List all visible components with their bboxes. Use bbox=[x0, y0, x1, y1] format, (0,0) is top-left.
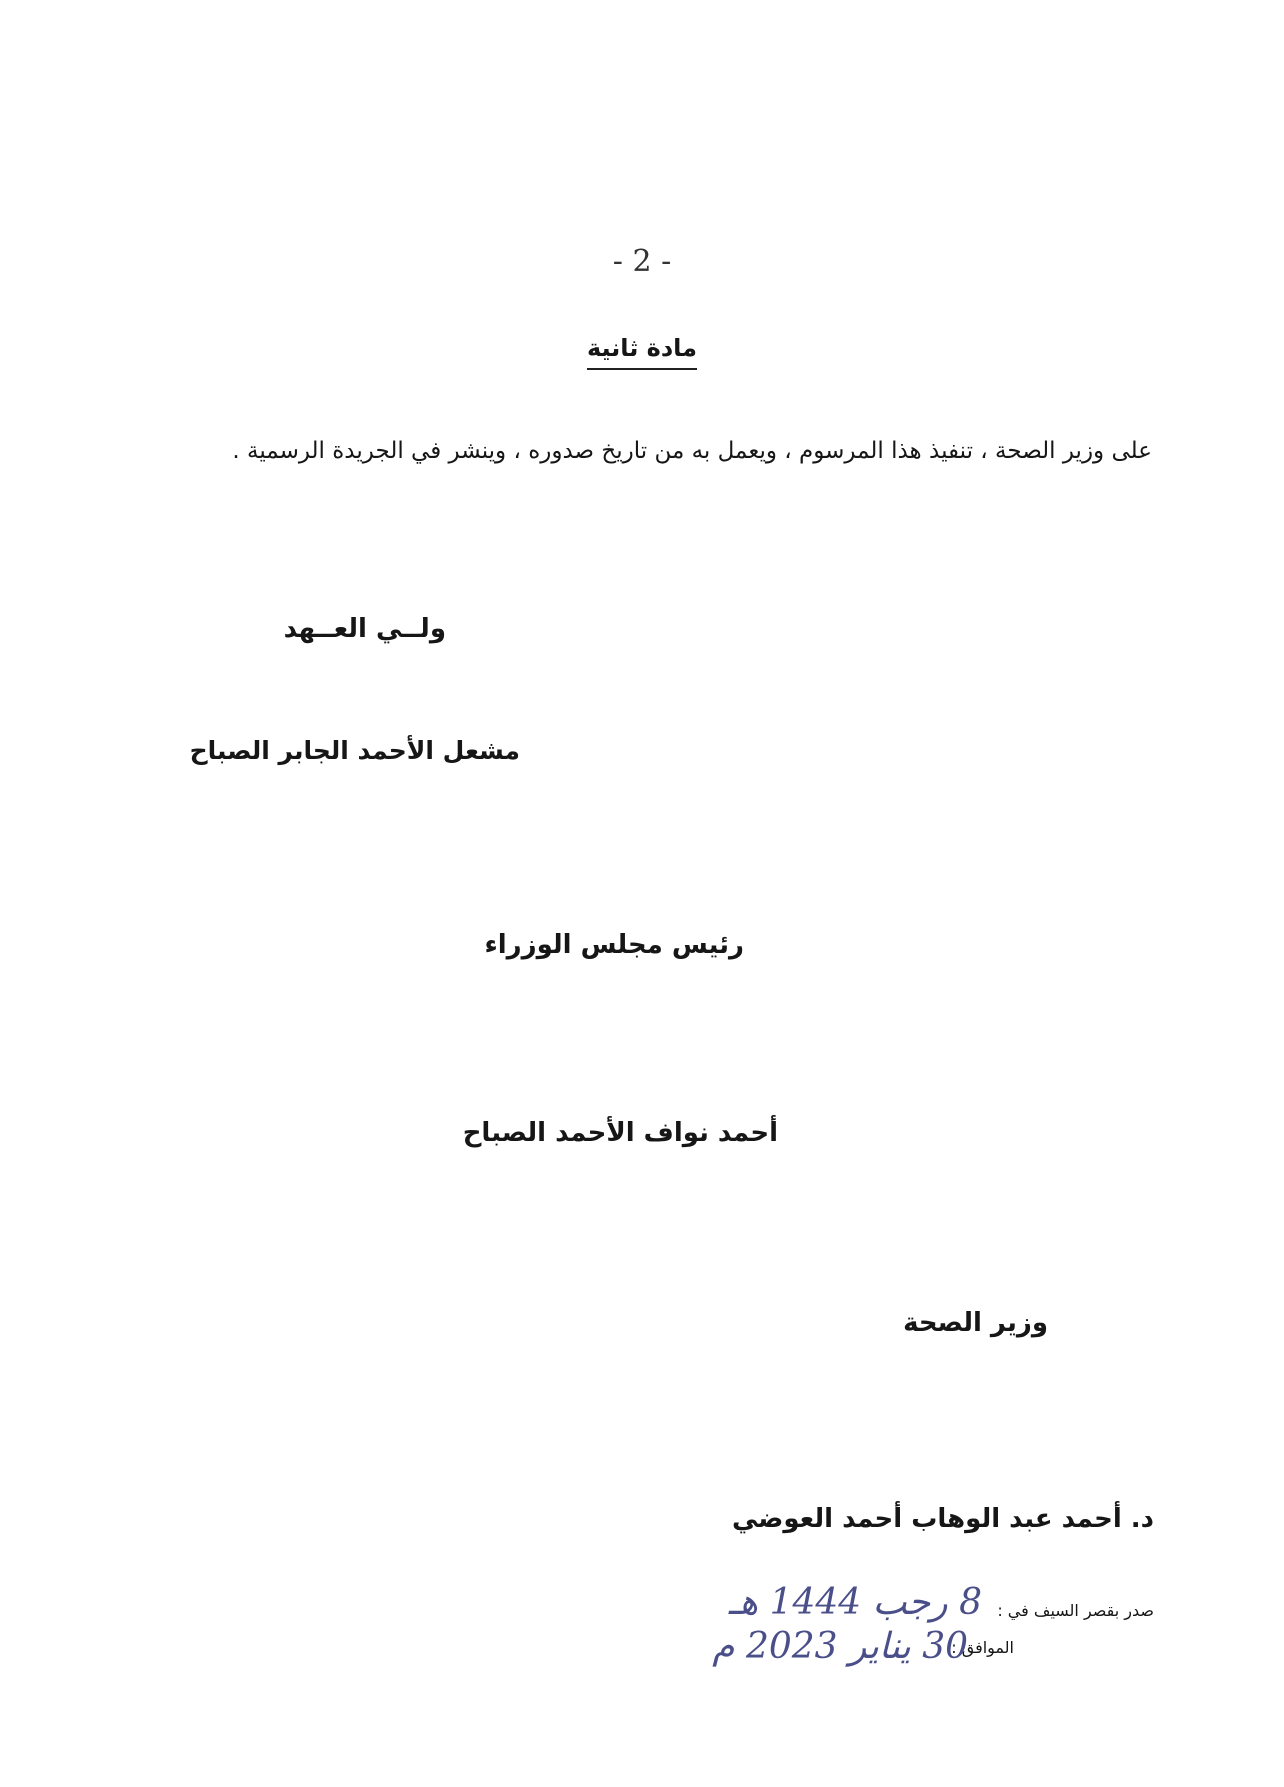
crown-prince-title: ولــي العــهد bbox=[283, 614, 446, 644]
issued-date-handwritten: 8 رجب 1444 هـ bbox=[728, 1582, 982, 1623]
issued-label: صدر بقصر السيف في : bbox=[997, 1601, 1154, 1620]
body-paragraph: على وزير الصحة ، تنفيذ هذا المرسوم ، ويعمل به من تاريخ صدوره ، وينشر في الجريدة الرسمية . bbox=[232, 438, 1152, 464]
page-number: - 2 - bbox=[612, 244, 672, 279]
health-minister-name: د. أحمد عبد الوهاب أحمد العوضي bbox=[731, 1504, 1154, 1534]
prime-minister-title: رئيس مجلس الوزراء bbox=[484, 930, 744, 960]
article-title bbox=[0, 334, 1284, 362]
health-minister-title: وزير الصحة bbox=[903, 1308, 1048, 1338]
prime-minister-name: أحمد نواف الأحمد الصباح bbox=[462, 1118, 778, 1148]
corresponding-date-handwritten: 30 يناير 2023 م bbox=[712, 1626, 968, 1667]
article-title-text: مادة ثانية bbox=[587, 334, 697, 370]
crown-prince-name: مشعل الأحمد الجابر الصباح bbox=[189, 736, 520, 765]
corresponding-label: الموافق : bbox=[951, 1638, 1014, 1657]
